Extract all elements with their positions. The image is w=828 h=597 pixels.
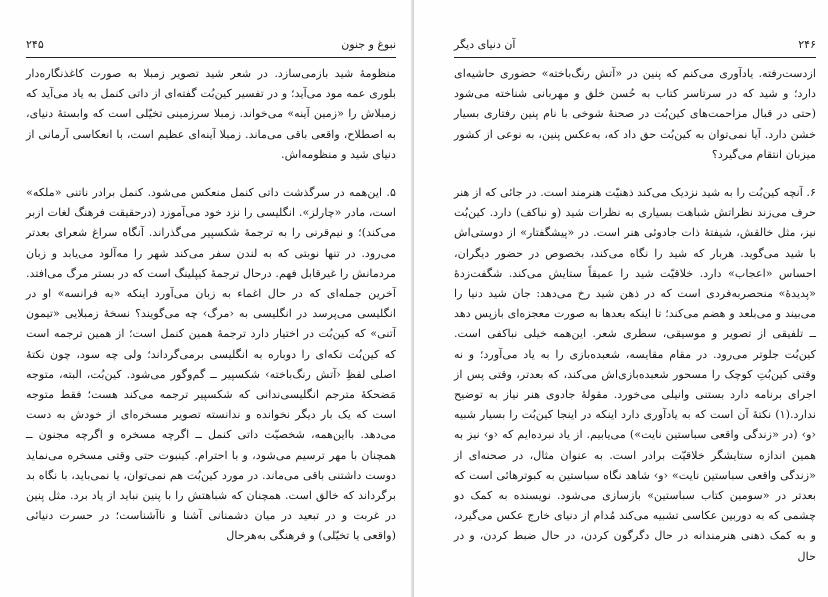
left-paragraph-1	[26, 64, 396, 165]
right-paragraph-1-text: ازدست‌رفته. یادآوری می‌کنم که پنین در «آتش رنگ‌باخته» حضوری حاشیه‌ای دارد؛ و شید که در سرتاسر کتاب به حُسن خلق و مهربانی شناخته می‌شود (حتی در قبال مزاحمت‌های کین‌بُت در صحنهٔ شوخی با نام پنین رفتاری بسیار خشن دارد. آیا نمی‌توان به کین‌بُت حق داد که، به‌عکس پنین، به نوعی از کشور میزبان انتقام می‌گیرد؟	[454, 67, 816, 161]
left-paragraph-2-text: ۵. این‌همه در سرگذشت داتی کنمل منعکس می‌شود. کنمل برادر ناتنی «ملکه» است، مادر «چارلز». انگلیسی را نزد خود می‌آموزد (درحقیقت فرهنگ لغات ازبر می‌کند)؛ و نیم‌قرنی را به ترجمهٔ شکسپیر می‌گذراند. آنگاه سراغ شعرای بعدتر می‌رود. در تنها نوبتی که به لندن سفر می‌کند شهر را مه‌آلود می‌یابد و زبان مردمانش را غیرقابل فهم. درحال ترجمهٔ کیپلینگ است که در بستر مرگ می‌افتد. آخرین جمله‌ای که در حال اغماء به زبان می‌آورد اینکه «به فرانسه» او در انگلیسی می‌پرسد در انگلیسی به ‹مرگ› چه می‌گویند؟ نسخهٔ زمبلایی «تیمون آتنی» که کین‌بُت در اختیار دارد ترجمهٔ همین کنمل است؛ از همین ترجمه است که کین‌بُت تکه‌ای را دوباره به انگلیسی برمی‌گرداند؛ ولی چه سود، چون نکتهٔ اصلی لفظِ ‹آتش رنگ‌باخته› شکسپیر ــ گم‌وگور می‌شود. کین‌بُت، البته، متوجه مَضحکهٔ مترجم انگلیسی‌ندانی که شکسپیر ترجمه می‌کند هست؛ فقط متوجه است که یک بار دیگر نخوانده و ندانسته تصویر مسخره‌ای از خودش به دست می‌دهد. بااین‌همه، شخصیّت داتی کنمل ــ اگرچه مسخره و اگرچه مجنون ــ همچنان با مهر ترسیم می‌شود، و با احترام. کینبوت حتی وقتی مسخره می‌نماید دوست داشتنی باقی می‌ماند. در مورد کین‌بُت هم نمی‌توان، یا نمی‌باید، با نگاه بد برگرداند که خالق است. همچنان که شباهتش را با پنین نباید از یاد برد. مثل پنین در غربت و در تبعید در میان دشمنانی آشنا و ناآشناست؛ در حسرت دنیائی (واقعی یا تخیّلی) و فرهنگی به‌هرحال	[26, 186, 396, 543]
left-running-title: نبوغ و جنون	[341, 38, 396, 51]
left-header-rule	[26, 57, 396, 58]
right-paragraph-1	[454, 64, 816, 165]
right-page	[414, 0, 828, 597]
right-page-header	[454, 37, 816, 53]
right-paragraph-2	[454, 183, 816, 567]
right-page-number: ۲۴۶	[798, 38, 816, 51]
left-paragraph-1-text: منظومهٔ شید بازمی‌سازد. در شعر شید تصویر زمبلا به صورت کاغذ‌نگاره‌دار بلوری عمه مود می‌آید؛ و در تفسیر کین‌بُت گفته‌ای از داتی کنمل به یاد می‌آید که زمبلاش را «زمین آینه» می‌خواند. زمبلا سرزمینی تخیّلی است که وابستهٔ دنیای، به اصطلاح، واقعی باقی می‌ماند. زمبلا آینه‌ای عظیم است، با انعکاسی آرمانی از دنیای شید و منظومه‌اش.	[26, 67, 396, 161]
left-page-number: ۲۴۵	[26, 38, 44, 51]
left-paragraph-2	[26, 183, 396, 547]
left-page-header	[26, 37, 396, 53]
right-running-title: آن دنیای دیگر	[454, 38, 516, 51]
right-paragraph-2-text: ۶. آنچه کین‌بُت را به شید نزدیک می‌کند ذهنیّت هنرمند است. در جائی که از هنر حرف می‌زند نظراتش شباهت بسیاری به نظرات شید (و نباکف) دارد. کین‌بُت نیز، مثل خالقش، شیفتهٔ ذات جادوئی هنر است. در «پیشگفتار» از دوستی‌اش با شید می‌گوید. هربار که شید را نگاه می‌کند، بخصوص در حضور دیگران، احساس «اعجاب» دارد. خلاقیّت شید را عمیقاً ستایش می‌کند. شگفت‌زدهٔ «پدیدهٔ» منحصربه‌فردی است که در ذهن شید رخ می‌دهد: جان شید دنیا را می‌بیند و می‌بلعد و هضم می‌کند؛ تا اینکه بعدها به صورت معجزه‌ای بازپس دهد ــ تلفیقی از تصویر و موسیقی، سطری شعر. این‌همه خیلی نباکفی است. کین‌بُت جلوتر می‌رود. در مقام مقایسه، شعبده‌بازی را به یاد می‌آورد؛ و نه وقتی کین‌بُتِ کوچک را مسحور شعبده‌بازی‌اش می‌کند، که بعدتر، وقتی پس از اجرای برنامه دارد بستنی وانیلی می‌خورد. مقولهٔ جادوی هنر نیاز به توضیح ندارد.(۱) نکتهٔ آن است که به یادآوری دارد اینکه در اینجا کین‌بُت را بسیار شبیه ‹و› (در «زندگی واقعی سباستین نایت») می‌یابیم. از یاد نبرده‌ایم که ‹و› نیز به همین اندازه ستایشگر خلاقیّت برادر است. به عنوان مثال، در صحنه‌ای از «زندگی واقعی سباستین نایت» ‹و› شاهد نگاه سباستین به کبوترهائی است که بعدتر در «سومین کتاب سباستین» بازسازی می‌شود. نویسنده به کمک دو چشمی که به دوربین عکاسی تشبیه می‌کند مُدام از دنیای خارج عکس می‌گیرد، و به کمک ذهنی هنرمندانه در حال دگرگون کردن، در حال ضبط کردن، و در حال	[454, 186, 816, 563]
right-header-rule	[454, 57, 816, 58]
